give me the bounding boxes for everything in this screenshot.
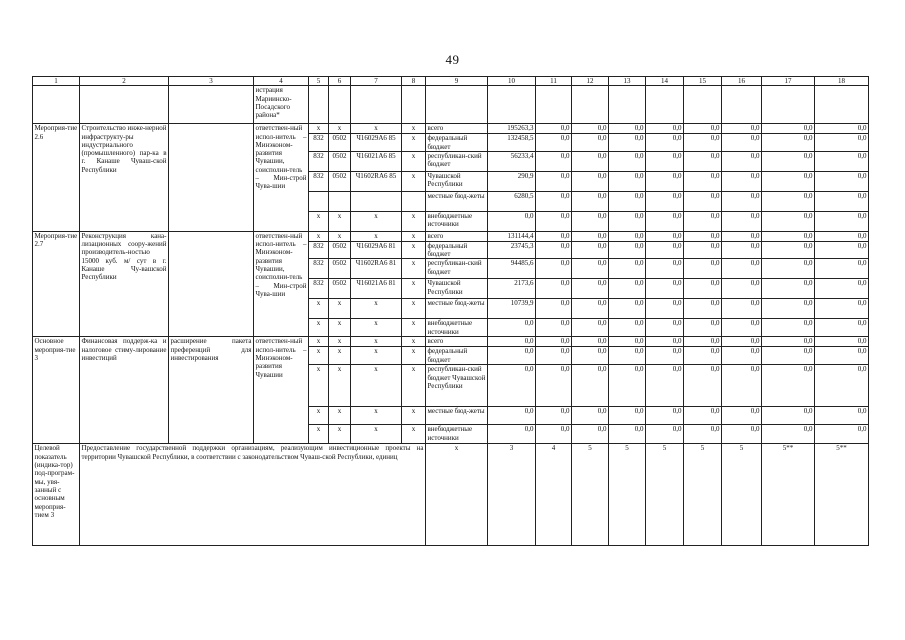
column-header: 7 bbox=[351, 77, 402, 86]
amount-cell: 0,0 bbox=[646, 191, 684, 211]
target-article-cell: Ч1602RА6 81 bbox=[351, 259, 402, 279]
target-article-cell: x bbox=[351, 425, 402, 444]
target-article-cell: Ч1602RА6 85 bbox=[351, 171, 402, 191]
amount-cell: 0,0 bbox=[815, 134, 869, 152]
amount-cell: 0,0 bbox=[646, 241, 684, 259]
measure-name-cell: Мероприя-тие 2.7 bbox=[33, 231, 80, 337]
funding-source-cell: республикан-ский бюджет Чувашской Республики bbox=[426, 365, 488, 407]
expense-type-cell bbox=[402, 191, 426, 211]
amount-cell: 56233,4 bbox=[488, 151, 536, 171]
amount-cell: 0,0 bbox=[646, 259, 684, 279]
executor-cell: ответствен-ный испол-нитель – Минэконом-развития Чувашии bbox=[254, 337, 309, 444]
amount-cell: 0,0 bbox=[572, 124, 609, 134]
target-value-cell: 5** bbox=[815, 444, 869, 546]
target-article-cell: x bbox=[351, 124, 402, 134]
target-value-cell: 5 bbox=[572, 444, 609, 546]
measure-name-cell: Основное мероприя-тие 3 bbox=[33, 337, 80, 444]
amount-cell: 2173,6 bbox=[488, 279, 536, 299]
amount-cell: 0,0 bbox=[722, 241, 762, 259]
amount-cell: 0,0 bbox=[572, 299, 609, 319]
amount-cell: 131144,4 bbox=[488, 231, 536, 241]
column-number-row bbox=[33, 77, 869, 86]
table-row bbox=[33, 124, 869, 134]
measure-description-cell: Финансовая поддерж-ка и налоговое стиму-лирование инвестиций bbox=[80, 337, 169, 444]
amount-cell: 0,0 bbox=[722, 151, 762, 171]
amount-cell: 0,0 bbox=[646, 425, 684, 444]
amount-cell: 0,0 bbox=[609, 347, 646, 365]
amount-cell: 0,0 bbox=[609, 241, 646, 259]
amount-cell: 0,0 bbox=[762, 134, 815, 152]
measure-name-cell: Мероприя-тие 2.6 bbox=[33, 124, 80, 232]
column-header: 9 bbox=[426, 77, 488, 86]
budget-table bbox=[32, 76, 869, 546]
section-code-cell: x bbox=[329, 124, 351, 134]
target-article-cell: x bbox=[351, 319, 402, 337]
amount-cell: 0,0 bbox=[572, 151, 609, 171]
amount-cell: 0,0 bbox=[722, 337, 762, 347]
page-number: 49 bbox=[445, 52, 460, 67]
amount-cell: 0,0 bbox=[815, 279, 869, 299]
expense-type-cell: x bbox=[402, 231, 426, 241]
amount-cell: 0,0 bbox=[572, 319, 609, 337]
target-article-cell: x bbox=[351, 365, 402, 407]
executor-cell: истрация Мариинско-Посадского района* bbox=[254, 86, 309, 124]
grbs-cell: x bbox=[309, 407, 329, 425]
amount-cell: 0,0 bbox=[536, 319, 572, 337]
grbs-cell: 832 bbox=[309, 241, 329, 259]
amount-cell: 10739,9 bbox=[488, 299, 536, 319]
expense-type-cell: x bbox=[402, 319, 426, 337]
amount-cell: 0,0 bbox=[684, 134, 722, 152]
amount-cell: 0,0 bbox=[684, 241, 722, 259]
amount-cell: 0,0 bbox=[762, 365, 815, 407]
target-value-cell: 5 bbox=[684, 444, 722, 546]
amount-cell: 0,0 bbox=[684, 171, 722, 191]
amount-cell: 0,0 bbox=[572, 241, 609, 259]
funding-source-cell: федеральный бюджет bbox=[426, 347, 488, 365]
amount-cell: 0,0 bbox=[722, 134, 762, 152]
funding-source-cell: Чувашской Республики bbox=[426, 279, 488, 299]
amount-cell: 0,0 bbox=[815, 407, 869, 425]
target-value-cell: 5** bbox=[762, 444, 815, 546]
amount-cell: 0,0 bbox=[722, 124, 762, 134]
expense-type-cell: x bbox=[402, 241, 426, 259]
amount-cell: 0,0 bbox=[815, 347, 869, 365]
amount-cell: 0,0 bbox=[488, 425, 536, 444]
section-code-cell: 0502 bbox=[329, 171, 351, 191]
target-text-cell: Предоставление государственной поддержки организациям, реализующим инвестиционные проекты на территории Чувашской Республики, в соответствии с законодательством Чуваш-ской Республики, единиц bbox=[80, 444, 426, 546]
amount-cell: 0,0 bbox=[488, 347, 536, 365]
grbs-cell: x bbox=[309, 319, 329, 337]
amount-cell: 0,0 bbox=[536, 337, 572, 347]
amount-cell: 0,0 bbox=[572, 425, 609, 444]
executor-cell: ответствен-ный испол-нитель – Минэконом-развития Чувашии, соисполни-тель – Мин-строй Чува-шии bbox=[254, 124, 309, 232]
amount-cell: 0,0 bbox=[815, 151, 869, 171]
amount-cell: 0,0 bbox=[536, 299, 572, 319]
amount-cell: 0,0 bbox=[646, 407, 684, 425]
amount-cell: 0,0 bbox=[722, 425, 762, 444]
grbs-cell: x bbox=[309, 231, 329, 241]
amount-cell: 0,0 bbox=[572, 211, 609, 231]
amount-cell: 0,0 bbox=[815, 365, 869, 407]
amount-cell: 290,9 bbox=[488, 171, 536, 191]
column-header: 2 bbox=[80, 77, 169, 86]
grbs-cell: 832 bbox=[309, 134, 329, 152]
amount-cell: 0,0 bbox=[684, 259, 722, 279]
amount-cell: 0,0 bbox=[684, 319, 722, 337]
table-row bbox=[33, 231, 869, 241]
funding-source-cell: внебюджетные источники bbox=[426, 319, 488, 337]
grbs-cell: 832 bbox=[309, 171, 329, 191]
amount-cell: 0,0 bbox=[609, 171, 646, 191]
column-header: 16 bbox=[722, 77, 762, 86]
measure-goal-cell bbox=[169, 231, 254, 337]
section-code-cell: x bbox=[329, 337, 351, 347]
amount-cell: 0,0 bbox=[536, 241, 572, 259]
expense-type-cell: x bbox=[402, 407, 426, 425]
expense-type-cell: x bbox=[402, 279, 426, 299]
amount-cell: 0,0 bbox=[488, 319, 536, 337]
section-code-cell: x bbox=[329, 231, 351, 241]
amount-cell: 0,0 bbox=[646, 365, 684, 407]
amount-cell: 0,0 bbox=[722, 191, 762, 211]
grbs-cell: x bbox=[309, 347, 329, 365]
grbs-cell: 832 bbox=[309, 151, 329, 171]
amount-cell: 0,0 bbox=[762, 191, 815, 211]
amount-cell: 0,0 bbox=[609, 425, 646, 444]
amount-cell: 0,0 bbox=[684, 211, 722, 231]
amount-cell: 0,0 bbox=[722, 347, 762, 365]
amount-cell: 0,0 bbox=[536, 259, 572, 279]
section-code-cell: 0502 bbox=[329, 241, 351, 259]
section-code-cell bbox=[329, 191, 351, 211]
column-header: 13 bbox=[609, 77, 646, 86]
amount-cell: 0,0 bbox=[572, 407, 609, 425]
amount-cell: 0,0 bbox=[572, 365, 609, 407]
grbs-cell bbox=[309, 191, 329, 211]
amount-cell: 0,0 bbox=[536, 407, 572, 425]
amount-cell: 0,0 bbox=[762, 337, 815, 347]
amount-cell: 0,0 bbox=[609, 231, 646, 241]
amount-cell: 0,0 bbox=[609, 211, 646, 231]
amount-cell: 0,0 bbox=[684, 151, 722, 171]
grbs-cell: 832 bbox=[309, 279, 329, 299]
amount-cell: 0,0 bbox=[722, 211, 762, 231]
funding-source-cell: местные бюд-жеты bbox=[426, 191, 488, 211]
expense-type-cell: x bbox=[402, 259, 426, 279]
target-article-cell: x bbox=[351, 347, 402, 365]
expense-type-cell: x bbox=[402, 365, 426, 407]
amount-cell: 0,0 bbox=[684, 279, 722, 299]
amount-cell: 0,0 bbox=[609, 134, 646, 152]
column-header: 4 bbox=[254, 77, 309, 86]
grbs-cell: x bbox=[309, 425, 329, 444]
column-header: 5 bbox=[309, 77, 329, 86]
amount-cell: 0,0 bbox=[815, 124, 869, 134]
column-header: 8 bbox=[402, 77, 426, 86]
amount-cell: 0,0 bbox=[609, 279, 646, 299]
amount-cell: 0,0 bbox=[572, 231, 609, 241]
amount-cell: 195263,3 bbox=[488, 124, 536, 134]
amount-cell: 0,0 bbox=[762, 259, 815, 279]
amount-cell: 0,0 bbox=[609, 407, 646, 425]
amount-cell: 0,0 bbox=[488, 407, 536, 425]
section-code-cell: 0502 bbox=[329, 134, 351, 152]
amount-cell: 0,0 bbox=[646, 279, 684, 299]
column-header: 10 bbox=[488, 77, 536, 86]
amount-cell: 0,0 bbox=[646, 171, 684, 191]
amount-cell: 0,0 bbox=[572, 347, 609, 365]
amount-cell: 0,0 bbox=[488, 365, 536, 407]
amount-cell: 0,0 bbox=[815, 425, 869, 444]
amount-cell: 0,0 bbox=[762, 425, 815, 444]
target-value-cell: x bbox=[426, 444, 488, 546]
section-code-cell: x bbox=[329, 365, 351, 407]
amount-cell: 0,0 bbox=[762, 279, 815, 299]
target-article-cell: Ч16029А6 81 bbox=[351, 241, 402, 259]
amount-cell: 0,0 bbox=[762, 171, 815, 191]
amount-cell: 0,0 bbox=[684, 299, 722, 319]
funding-source-cell: внебюджетные источники bbox=[426, 211, 488, 231]
target-article-cell: x bbox=[351, 231, 402, 241]
section-code-cell: x bbox=[329, 211, 351, 231]
amount-cell: 0,0 bbox=[646, 231, 684, 241]
grbs-cell: x bbox=[309, 124, 329, 134]
target-article-cell: Ч16021А6 85 bbox=[351, 151, 402, 171]
executor-cell: ответствен-ный испол-нитель – Минэконом-развития Чувашии, соисполни-тель – Мин-строй Чува-шии bbox=[254, 231, 309, 337]
expense-type-cell: x bbox=[402, 347, 426, 365]
grbs-cell: x bbox=[309, 211, 329, 231]
amount-cell: 0,0 bbox=[536, 347, 572, 365]
amount-cell: 0,0 bbox=[684, 337, 722, 347]
amount-cell: 0,0 bbox=[722, 259, 762, 279]
funding-source-cell: Чувашской Республики bbox=[426, 171, 488, 191]
amount-cell: 0,0 bbox=[815, 211, 869, 231]
section-code-cell: x bbox=[329, 319, 351, 337]
section-code-cell: 0502 bbox=[329, 151, 351, 171]
amount-cell: 0,0 bbox=[646, 319, 684, 337]
target-article-cell: x bbox=[351, 299, 402, 319]
amount-cell: 0,0 bbox=[815, 259, 869, 279]
amount-cell: 0,0 bbox=[815, 337, 869, 347]
grbs-cell: x bbox=[309, 299, 329, 319]
column-header: 12 bbox=[572, 77, 609, 86]
funding-source-cell: республикан-ский бюджет bbox=[426, 259, 488, 279]
column-header: 14 bbox=[646, 77, 684, 86]
funding-source-cell: федеральный бюджет bbox=[426, 241, 488, 259]
amount-cell: 0,0 bbox=[722, 279, 762, 299]
amount-cell: 0,0 bbox=[684, 425, 722, 444]
amount-cell: 0,0 bbox=[609, 299, 646, 319]
amount-cell: 0,0 bbox=[536, 124, 572, 134]
funding-source-cell: всего bbox=[426, 124, 488, 134]
amount-cell: 0,0 bbox=[572, 259, 609, 279]
amount-cell: 23745,3 bbox=[488, 241, 536, 259]
amount-cell: 0,0 bbox=[572, 279, 609, 299]
amount-cell: 0,0 bbox=[609, 191, 646, 211]
funding-source-cell: всего bbox=[426, 231, 488, 241]
amount-cell: 0,0 bbox=[572, 191, 609, 211]
amount-cell: 0,0 bbox=[684, 365, 722, 407]
amount-cell: 0,0 bbox=[722, 231, 762, 241]
amount-cell: 0,0 bbox=[722, 299, 762, 319]
amount-cell: 0,0 bbox=[572, 134, 609, 152]
amount-cell: 0,0 bbox=[762, 231, 815, 241]
measure-description-cell: Строительство инже-нерной инфраструкту-ры индустриального (промышленного) пар-ка в г. Канаше Чуваш-ской Республики bbox=[80, 124, 169, 232]
amount-cell: 0,0 bbox=[762, 319, 815, 337]
amount-cell: 0,0 bbox=[609, 319, 646, 337]
amount-cell: 0,0 bbox=[815, 231, 869, 241]
amount-cell: 0,0 bbox=[646, 124, 684, 134]
amount-cell: 0,0 bbox=[762, 407, 815, 425]
amount-cell: 0,0 bbox=[722, 407, 762, 425]
column-header: 3 bbox=[169, 77, 254, 86]
column-header: 18 bbox=[815, 77, 869, 86]
target-name-cell: Целевой показатель (индика-тор) под-програм-мы, увя-занный с основным мероприя-тием 3 bbox=[33, 444, 80, 546]
amount-cell: 0,0 bbox=[646, 134, 684, 152]
table-row bbox=[33, 337, 869, 347]
amount-cell: 0,0 bbox=[646, 347, 684, 365]
amount-cell: 0,0 bbox=[646, 299, 684, 319]
amount-cell: 0,0 bbox=[684, 231, 722, 241]
amount-cell: 0,0 bbox=[684, 407, 722, 425]
target-article-cell: x bbox=[351, 337, 402, 347]
amount-cell: 0,0 bbox=[815, 241, 869, 259]
section-code-cell: x bbox=[329, 347, 351, 365]
funding-source-cell: республикан-ский бюджет bbox=[426, 151, 488, 171]
amount-cell: 0,0 bbox=[762, 151, 815, 171]
amount-cell: 6280,5 bbox=[488, 191, 536, 211]
funding-source-cell: местные бюд-жеты bbox=[426, 299, 488, 319]
amount-cell: 0,0 bbox=[572, 171, 609, 191]
expense-type-cell: x bbox=[402, 171, 426, 191]
target-article-cell: Ч16021А6 81 bbox=[351, 279, 402, 299]
section-code-cell: x bbox=[329, 425, 351, 444]
amount-cell: 0,0 bbox=[609, 151, 646, 171]
amount-cell: 0,0 bbox=[536, 365, 572, 407]
target-value-cell: 5 bbox=[722, 444, 762, 546]
target-value-cell: 5 bbox=[646, 444, 684, 546]
expense-type-cell: x bbox=[402, 425, 426, 444]
funding-source-cell: местные бюд-жеты bbox=[426, 407, 488, 425]
amount-cell: 0,0 bbox=[609, 337, 646, 347]
target-value-cell: 3 bbox=[488, 444, 536, 546]
amount-cell: 0,0 bbox=[572, 337, 609, 347]
amount-cell: 0,0 bbox=[722, 171, 762, 191]
section-code-cell: x bbox=[329, 407, 351, 425]
amount-cell: 0,0 bbox=[609, 259, 646, 279]
funding-source-cell: всего bbox=[426, 337, 488, 347]
amount-cell: 0,0 bbox=[536, 279, 572, 299]
funding-source-cell: внебюджетные источники bbox=[426, 425, 488, 444]
expense-type-cell: x bbox=[402, 124, 426, 134]
grbs-cell: 832 bbox=[309, 259, 329, 279]
target-article-cell: Ч16029А6 85 bbox=[351, 134, 402, 152]
target-indicator-row bbox=[33, 444, 869, 546]
amount-cell: 0,0 bbox=[646, 151, 684, 171]
amount-cell: 0,0 bbox=[762, 124, 815, 134]
measure-goal-cell: расширение пакета преференций для инвестирования bbox=[169, 337, 254, 444]
column-header: 17 bbox=[762, 77, 815, 86]
target-value-cell: 4 bbox=[536, 444, 572, 546]
column-header: 15 bbox=[684, 77, 722, 86]
amount-cell: 0,0 bbox=[815, 171, 869, 191]
amount-cell: 0,0 bbox=[536, 171, 572, 191]
amount-cell: 0,0 bbox=[646, 211, 684, 231]
amount-cell: 0,0 bbox=[762, 299, 815, 319]
amount-cell: 0,0 bbox=[722, 365, 762, 407]
amount-cell: 132458,5 bbox=[488, 134, 536, 152]
amount-cell: 0,0 bbox=[684, 347, 722, 365]
continuation-row bbox=[33, 86, 869, 124]
amount-cell: 0,0 bbox=[815, 319, 869, 337]
expense-type-cell: x bbox=[402, 337, 426, 347]
amount-cell: 0,0 bbox=[722, 319, 762, 337]
amount-cell: 94485,6 bbox=[488, 259, 536, 279]
column-header: 11 bbox=[536, 77, 572, 86]
expense-type-cell: x bbox=[402, 211, 426, 231]
amount-cell: 0,0 bbox=[609, 124, 646, 134]
section-code-cell: 0502 bbox=[329, 279, 351, 299]
expense-type-cell: x bbox=[402, 134, 426, 152]
expense-type-cell: x bbox=[402, 151, 426, 171]
funding-source-cell: федеральный бюджет bbox=[426, 134, 488, 152]
amount-cell: 0,0 bbox=[762, 347, 815, 365]
grbs-cell: x bbox=[309, 365, 329, 407]
section-code-cell: 0502 bbox=[329, 259, 351, 279]
measure-description-cell: Реконструкция кана-лизационных соору-жений производитель-ностью 15000 куб. м/ сут в г. Канаше Чу-вашской Республики bbox=[80, 231, 169, 337]
amount-cell: 0,0 bbox=[646, 337, 684, 347]
measure-goal-cell bbox=[169, 124, 254, 232]
amount-cell: 0,0 bbox=[536, 191, 572, 211]
amount-cell: 0,0 bbox=[536, 425, 572, 444]
amount-cell: 0,0 bbox=[815, 191, 869, 211]
amount-cell: 0,0 bbox=[488, 211, 536, 231]
amount-cell: 0,0 bbox=[536, 211, 572, 231]
target-article-cell: x bbox=[351, 211, 402, 231]
target-value-cell: 5 bbox=[609, 444, 646, 546]
target-article-cell bbox=[351, 191, 402, 211]
target-article-cell: x bbox=[351, 407, 402, 425]
expense-type-cell: x bbox=[402, 299, 426, 319]
amount-cell: 0,0 bbox=[536, 231, 572, 241]
column-header: 1 bbox=[33, 77, 80, 86]
amount-cell: 0,0 bbox=[536, 134, 572, 152]
amount-cell: 0,0 bbox=[815, 299, 869, 319]
section-code-cell: x bbox=[329, 299, 351, 319]
amount-cell: 0,0 bbox=[609, 365, 646, 407]
amount-cell: 0,0 bbox=[762, 241, 815, 259]
amount-cell: 0,0 bbox=[684, 191, 722, 211]
amount-cell: 0,0 bbox=[488, 337, 536, 347]
grbs-cell: x bbox=[309, 337, 329, 347]
column-header: 6 bbox=[329, 77, 351, 86]
amount-cell: 0,0 bbox=[762, 211, 815, 231]
amount-cell: 0,0 bbox=[536, 151, 572, 171]
amount-cell: 0,0 bbox=[684, 124, 722, 134]
